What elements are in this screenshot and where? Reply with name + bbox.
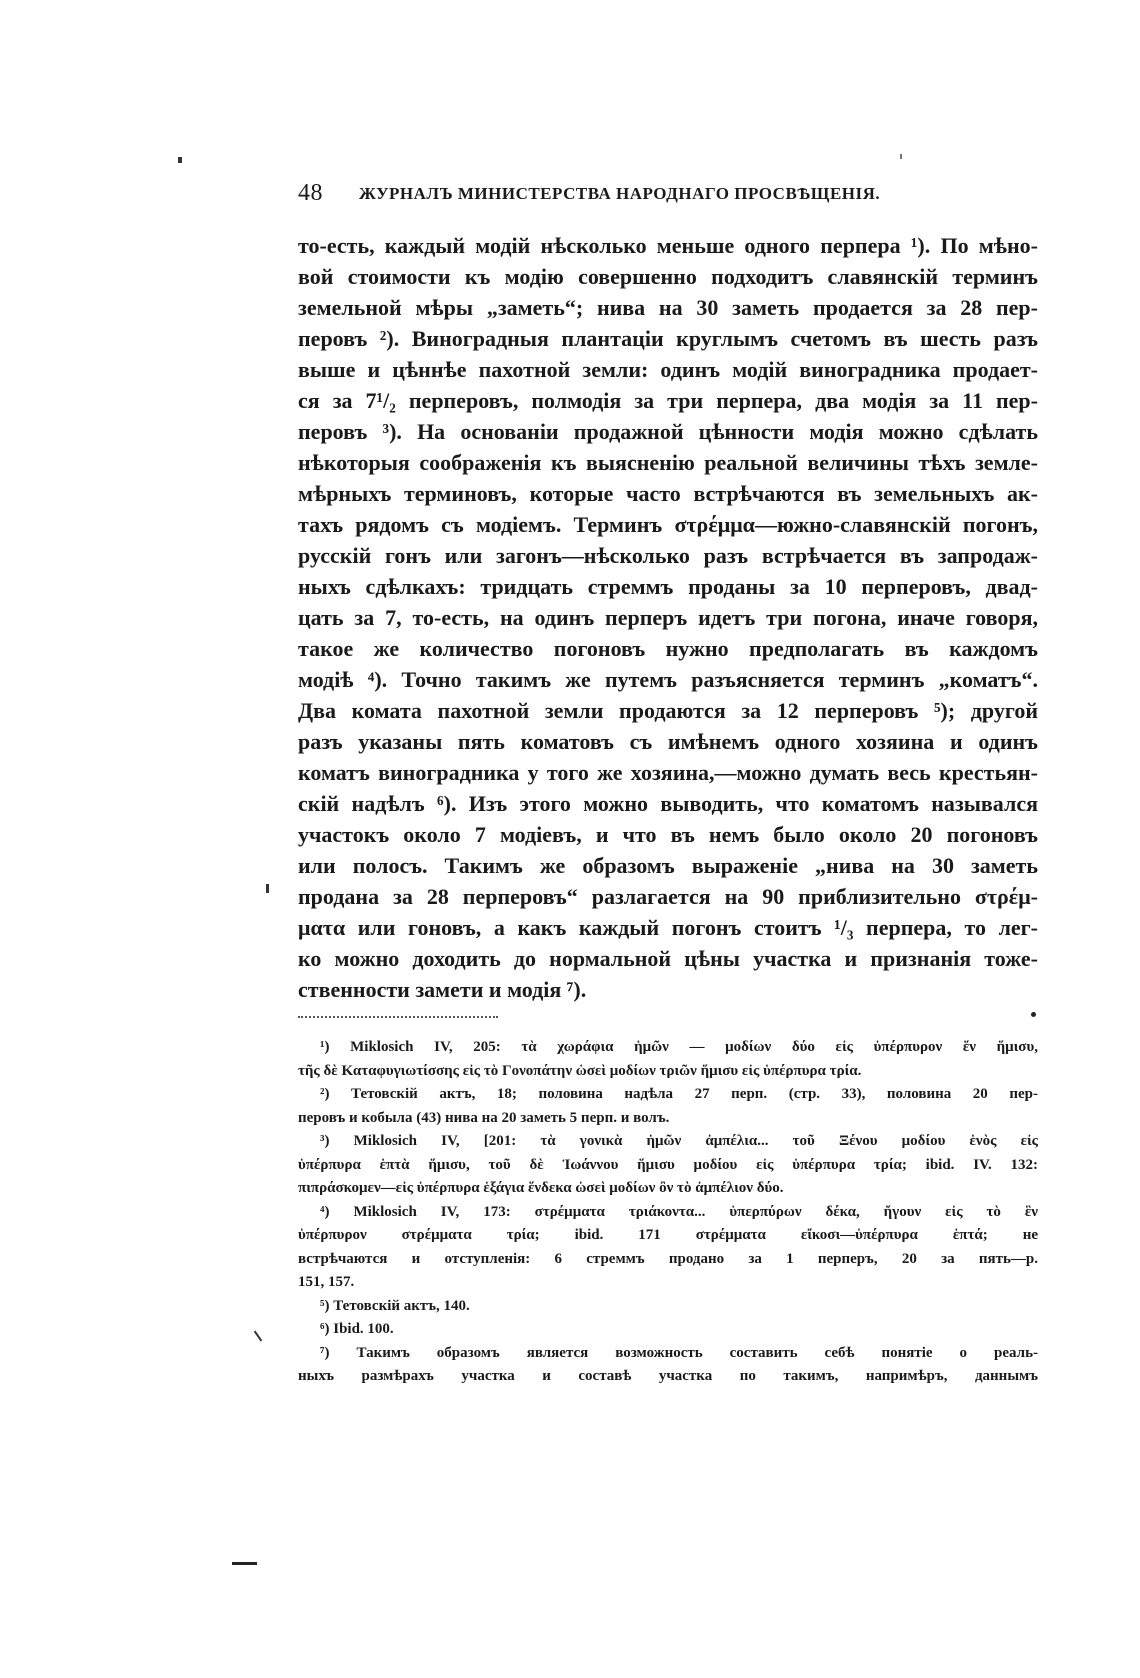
footnote-line: ὑπέρπυρα ἑπτὰ ἥμισυ, τοῦ δὲ Ἰωάννου ἥμισυ μοδίου εἰς ὑπέρπυρα τρία; ibid. IV. 132:: [298, 1156, 1038, 1173]
text-line: модіѣ ⁴). Точно такимъ же путемъ разъясняется терминъ „коматъ“.: [298, 667, 1038, 692]
text-line: то-есть, каждый модій нѣсколько меньше одного перпера ¹). По мѣно-: [298, 233, 1038, 258]
footnote-7: [298, 1342, 1038, 1389]
text-line: нѣкоторыя соображенія къ выясненію реальной величины тѣхъ земле-: [298, 450, 1038, 475]
footnote-line: 151, 157.: [298, 1274, 355, 1290]
footnote-separator: [298, 1016, 1038, 1022]
text-line: скій надѣлъ ⁶). Изъ этого можно выводить, что коматомъ назывался: [298, 791, 1038, 816]
footnote-line: ὑπέρπυρον στρέμματα τρία; ibid. 171 στρέμματα εἴκοσι—ὑπέρπυρα ἑπτά; не: [298, 1227, 1038, 1243]
text-line: разъ указаны пять коматовъ съ имѣнемъ одного хозяина и одинъ: [298, 729, 1038, 754]
scan-speck: [900, 154, 902, 159]
text-line: ко можно доходить до нормальной цѣны участка и признанія тоже-: [298, 946, 1038, 971]
footnote-line: ⁷) Такимъ образомъ является возможность составить себѣ понятіе о реаль-: [320, 1344, 1038, 1361]
separator-rule: [298, 1016, 498, 1018]
text-line: вой стоимости къ модію совершенно подходитъ славянскій терминъ: [298, 264, 1038, 289]
text-line: такое же количество погоновъ нужно предполагать въ каждомъ: [298, 636, 1038, 661]
footnote-line: перовъ и кобыла (43) нива на 20 заметь 5 перп. и волъ.: [298, 1109, 670, 1126]
footnote-6: [298, 1318, 1038, 1342]
text-line: цать за 7, то-есть, на одинъ перперъ идетъ три погона, иначе говоря,: [298, 605, 1038, 630]
page-number: 48: [298, 180, 323, 206]
footnote-4: [298, 1201, 1038, 1295]
footnote-line: ⁵) Тетовскій актъ, 140.: [320, 1297, 470, 1314]
text-line: продана за 28 перперовъ“ разлагается на 90 приблизительно στρέμ-: [298, 884, 1038, 909]
text-line: мѣрныхъ терминовъ, которые часто встрѣчаются въ земельныхъ ак-: [298, 481, 1038, 506]
text-line: ныхъ сдѣлкахъ: тридцать стреммъ проданы за 10 перперовъ, двад-: [298, 574, 1038, 599]
text-line: Два комата пахотной земли продаются за 12 перперовъ ⁵); другой: [298, 698, 1038, 723]
text-line: коматъ виноградника у того же хозяина,—можно думать весь крестьян-: [298, 760, 1038, 785]
footnote-line: τῆς δὲ Καταφυγιωτίσσης εἰς τὸ Γονοπάτην ὡσεὶ μοδίων τριῶν ἥμισυ εἰς ὑπέρπυρα τρία.: [298, 1062, 862, 1079]
main-text: [298, 230, 1038, 1005]
footnote-5: [298, 1295, 1038, 1319]
text-line: ственности замети и модія ⁷).: [298, 977, 587, 1002]
text-line: или полосъ. Такимъ же образомъ выраженіе „нива на 30 заметь: [298, 853, 1038, 878]
text-line: русскій гонъ или загонъ—нѣсколько разъ встрѣчается въ запродаж-: [298, 543, 1038, 568]
footnote-1: [298, 1036, 1038, 1083]
text-line: перовъ ²). Виноградныя плантаціи круглымъ счетомъ въ шесть разъ: [298, 326, 1038, 351]
footnote-line: ⁶) Ibid. 100.: [320, 1321, 394, 1337]
separator-dot: [1031, 1012, 1036, 1017]
scan-speck: [254, 1331, 263, 1342]
text-line: тахъ рядомъ съ модіемъ. Терминъ στρέμμα—южно-славянскій погонъ,: [298, 512, 1038, 537]
footnotes: [298, 1036, 1038, 1389]
scan-speck: [266, 884, 269, 893]
page-header: [298, 180, 1038, 216]
footnote-line: встрѣчаются и отступленія: 6 стреммъ продано за 1 перперъ, 20 за пять—р.: [298, 1250, 1038, 1267]
footnote-line: ныхъ размѣрахъ участка и составѣ участка по такимъ, напримѣръ, даннымъ: [298, 1368, 1038, 1384]
footnote-line: πιπράσκομεν—εἰς ὑπέρπυρα ἑξάγια ἕνδεκα ὡσεὶ μοδίων ὂν τὸ ἀμπέλιον δύο.: [298, 1180, 784, 1196]
text-line: ся за 7¹/₂ перперовъ, полмодія за три перпера, два модія за 11 пер-: [298, 388, 1038, 413]
text-line: выше и цѣннѣе пахотной земли: одинъ модій виноградника продает-: [298, 357, 1038, 382]
text-line: земельной мѣры „заметь“; нива на 30 заметь продается за 28 пер-: [298, 295, 1038, 320]
footnote-3: [298, 1130, 1038, 1201]
text-line: ματα или гоновъ, а какъ каждый погонъ стоитъ ¹/₃ перпера, то лег-: [298, 915, 1038, 940]
footnote-line: ²) Тетовскій актъ, 18; половина надѣла 27 перп. (стр. 33), половина 20 пер-: [320, 1086, 1038, 1102]
footnote-2: [298, 1083, 1038, 1130]
footnote-line: ⁴) Miklosich IV, 173: στρέμματα τριάκοντα... ὑπερπύρων δέκα, ἤγουν εἰς τὸ ἓν: [320, 1203, 1038, 1220]
scan-speck: [178, 157, 182, 163]
text-line: перовъ ³). На основаніи продажной цѣнности модія можно сдѣлать: [298, 419, 1038, 444]
running-title: ЖУРНАЛЪ МИНИСТЕРСТВА НАРОДНАГО ПРОСВѢЩЕНІЯ.: [359, 184, 881, 203]
text-line: участокъ около 7 модіевъ, и что въ немъ было около 20 погоновъ: [298, 822, 1038, 847]
footnote-line: ³) Miklosich IV, [201: τὰ γονικὰ ἡμῶν ἀμπέλια... τοῦ Ξένου μοδίου ἑνὸς εἰς: [320, 1133, 1038, 1149]
footnote-line: ¹) Miklosich IV, 205: τὰ χωράφια ἡμῶν — μοδίων δύο εἰς ὑπέρπυρον ἕν ἥμισυ,: [320, 1039, 1038, 1055]
scan-speck: [232, 1562, 257, 1565]
